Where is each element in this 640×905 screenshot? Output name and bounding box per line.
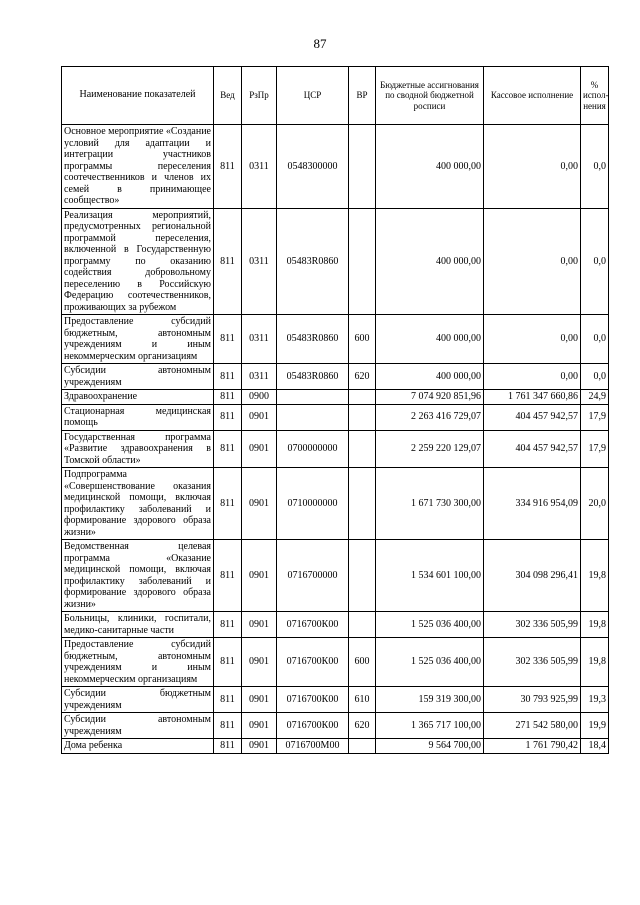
- row-percent: 0,0: [581, 315, 609, 364]
- row-cash: 404 457 942,57: [484, 430, 581, 468]
- row-percent: 17,9: [581, 404, 609, 430]
- row-csr: 0716700М00: [277, 739, 349, 754]
- header-budget: Бюджетные ассигнования по сводной бюджетной росписи: [376, 67, 484, 125]
- row-budget: 159 319 300,00: [376, 687, 484, 713]
- row-name: Основное мероприятие «Создание условий для адаптации и интеграции участников программы переселения соотечественников и членов их семей в принимающее сообщество»: [62, 125, 214, 209]
- row-csr: 05483R0860: [277, 315, 349, 364]
- row-ved: 811: [214, 739, 242, 754]
- row-budget: 2 259 220 129,07: [376, 430, 484, 468]
- table-row: [62, 739, 609, 754]
- row-csr: [277, 404, 349, 430]
- row-name: Субсидии бюджетным учреждениям: [62, 687, 214, 713]
- row-vr: 600: [349, 315, 376, 364]
- row-cash: 302 336 505,99: [484, 638, 581, 687]
- header-rzpr: РзПр: [242, 67, 277, 125]
- row-rzpr: 0311: [242, 364, 277, 390]
- row-cash: 404 457 942,57: [484, 404, 581, 430]
- row-name: Предоставление субсидий бюджетным, автономным учреждениям и иным некоммерческим организациям: [62, 638, 214, 687]
- row-percent: 0,0: [581, 364, 609, 390]
- row-vr: [349, 404, 376, 430]
- row-csr: 0548300000: [277, 125, 349, 209]
- row-name: Реализация мероприятий, предусмотренных региональной программой переселения, включенной в Государственную программу по оказанию содействия добровольному переселению в Российскую Федерацию соотечественников, проживающих за рубежом: [62, 208, 214, 315]
- row-vr: [349, 739, 376, 754]
- row-budget: 1 525 036 400,00: [376, 612, 484, 638]
- row-budget: 1 534 601 100,00: [376, 540, 484, 612]
- row-vr: [349, 430, 376, 468]
- row-csr: 0716700К00: [277, 713, 349, 739]
- row-percent: 17,9: [581, 430, 609, 468]
- row-percent: 19,3: [581, 687, 609, 713]
- row-rzpr: 0901: [242, 430, 277, 468]
- header-name: Наименование показателей: [62, 67, 214, 125]
- row-cash: 334 916 954,09: [484, 468, 581, 540]
- table-row: [62, 612, 609, 638]
- row-ved: 811: [214, 315, 242, 364]
- row-ved: 811: [214, 430, 242, 468]
- row-percent: 0,0: [581, 125, 609, 209]
- row-csr: 05483R0860: [277, 364, 349, 390]
- row-ved: 811: [214, 208, 242, 315]
- table-row: [62, 315, 609, 364]
- table-row: [62, 208, 609, 315]
- row-ved: 811: [214, 687, 242, 713]
- row-name: Дома ребенка: [62, 739, 214, 754]
- row-ved: 811: [214, 404, 242, 430]
- row-rzpr: 0901: [242, 638, 277, 687]
- row-cash: 271 542 580,00: [484, 713, 581, 739]
- row-csr: 0710000000: [277, 468, 349, 540]
- row-percent: 20,0: [581, 468, 609, 540]
- header-percent: % испол-нения: [581, 67, 609, 125]
- row-budget: 400 000,00: [376, 208, 484, 315]
- row-csr: 0716700К00: [277, 687, 349, 713]
- row-cash: 0,00: [484, 208, 581, 315]
- header-vr: ВР: [349, 67, 376, 125]
- row-csr: 05483R0860: [277, 208, 349, 315]
- row-percent: 24,9: [581, 390, 609, 405]
- row-budget: 7 074 920 851,96: [376, 390, 484, 405]
- row-name: Государственная программа «Развитие здравоохранения в Томской области»: [62, 430, 214, 468]
- table-row: [62, 390, 609, 405]
- header-csr: ЦСР: [277, 67, 349, 125]
- table-row: [62, 430, 609, 468]
- row-ved: 811: [214, 390, 242, 405]
- table-row: [62, 125, 609, 209]
- row-rzpr: 0901: [242, 739, 277, 754]
- table-header-row: [62, 67, 609, 125]
- row-cash: 302 336 505,99: [484, 612, 581, 638]
- row-ved: 811: [214, 540, 242, 612]
- row-rzpr: 0900: [242, 390, 277, 405]
- row-name: Субсидии автономным учреждениям: [62, 713, 214, 739]
- row-vr: 610: [349, 687, 376, 713]
- row-budget: 1 365 717 100,00: [376, 713, 484, 739]
- row-rzpr: 0901: [242, 404, 277, 430]
- row-vr: [349, 390, 376, 405]
- row-name: Предоставление субсидий бюджетным, автономным учреждениям и иным некоммерческим организациям: [62, 315, 214, 364]
- row-ved: 811: [214, 364, 242, 390]
- row-budget: 2 263 416 729,07: [376, 404, 484, 430]
- row-name: Ведомственная целевая программа «Оказание медицинской помощи, включая профилактику заболеваний и формирование здорового образа жизни»: [62, 540, 214, 612]
- row-percent: 0,0: [581, 208, 609, 315]
- row-ved: 811: [214, 713, 242, 739]
- row-name: Подпрограмма «Совершенствование оказания медицинской помощи, включая профилактику заболеваний и формирование здорового образа жизни»: [62, 468, 214, 540]
- row-ved: 811: [214, 125, 242, 209]
- header-ved: Вед: [214, 67, 242, 125]
- row-rzpr: 0901: [242, 612, 277, 638]
- row-percent: 19,8: [581, 638, 609, 687]
- row-rzpr: 0901: [242, 713, 277, 739]
- row-csr: 0700000000: [277, 430, 349, 468]
- row-vr: 620: [349, 713, 376, 739]
- table-row: [62, 638, 609, 687]
- row-vr: [349, 540, 376, 612]
- row-budget: 400 000,00: [376, 364, 484, 390]
- row-rzpr: 0311: [242, 125, 277, 209]
- row-cash: 304 098 296,41: [484, 540, 581, 612]
- row-budget: 1 525 036 400,00: [376, 638, 484, 687]
- row-csr: 0716700К00: [277, 612, 349, 638]
- row-csr: 0716700000: [277, 540, 349, 612]
- row-name: Больницы, клиники, госпитали, медико-санитарные части: [62, 612, 214, 638]
- row-budget: 1 671 730 300,00: [376, 468, 484, 540]
- page-number: 87: [313, 36, 327, 51]
- row-csr: 0716700К00: [277, 638, 349, 687]
- row-budget: 400 000,00: [376, 315, 484, 364]
- row-vr: [349, 125, 376, 209]
- row-percent: 19,8: [581, 612, 609, 638]
- row-name: Субсидии автономным учреждениям: [62, 364, 214, 390]
- row-rzpr: 0901: [242, 468, 277, 540]
- row-budget: 9 564 700,00: [376, 739, 484, 754]
- row-ved: 811: [214, 612, 242, 638]
- row-cash: 30 793 925,99: [484, 687, 581, 713]
- row-percent: 18,4: [581, 739, 609, 754]
- row-csr: [277, 390, 349, 405]
- row-name: Здравоохранение: [62, 390, 214, 405]
- table-row: [62, 404, 609, 430]
- table-row: [62, 468, 609, 540]
- row-rzpr: 0311: [242, 315, 277, 364]
- row-name: Стационарная медицинская помощь: [62, 404, 214, 430]
- row-rzpr: 0311: [242, 208, 277, 315]
- row-cash: 0,00: [484, 364, 581, 390]
- row-rzpr: 0901: [242, 540, 277, 612]
- row-vr: [349, 612, 376, 638]
- row-cash: 0,00: [484, 125, 581, 209]
- row-cash: 1 761 347 660,86: [484, 390, 581, 405]
- table-row: [62, 540, 609, 612]
- row-cash: 0,00: [484, 315, 581, 364]
- row-percent: 19,8: [581, 540, 609, 612]
- table-row: [62, 364, 609, 390]
- row-rzpr: 0901: [242, 687, 277, 713]
- budget-table: [61, 66, 609, 754]
- table-row: [62, 687, 609, 713]
- row-percent: 19,9: [581, 713, 609, 739]
- row-vr: 600: [349, 638, 376, 687]
- row-vr: [349, 208, 376, 315]
- row-vr: [349, 468, 376, 540]
- row-ved: 811: [214, 468, 242, 540]
- header-cash: Кассовое исполнение: [484, 67, 581, 125]
- row-budget: 400 000,00: [376, 125, 484, 209]
- row-vr: 620: [349, 364, 376, 390]
- row-ved: 811: [214, 638, 242, 687]
- row-cash: 1 761 790,42: [484, 739, 581, 754]
- table-row: [62, 713, 609, 739]
